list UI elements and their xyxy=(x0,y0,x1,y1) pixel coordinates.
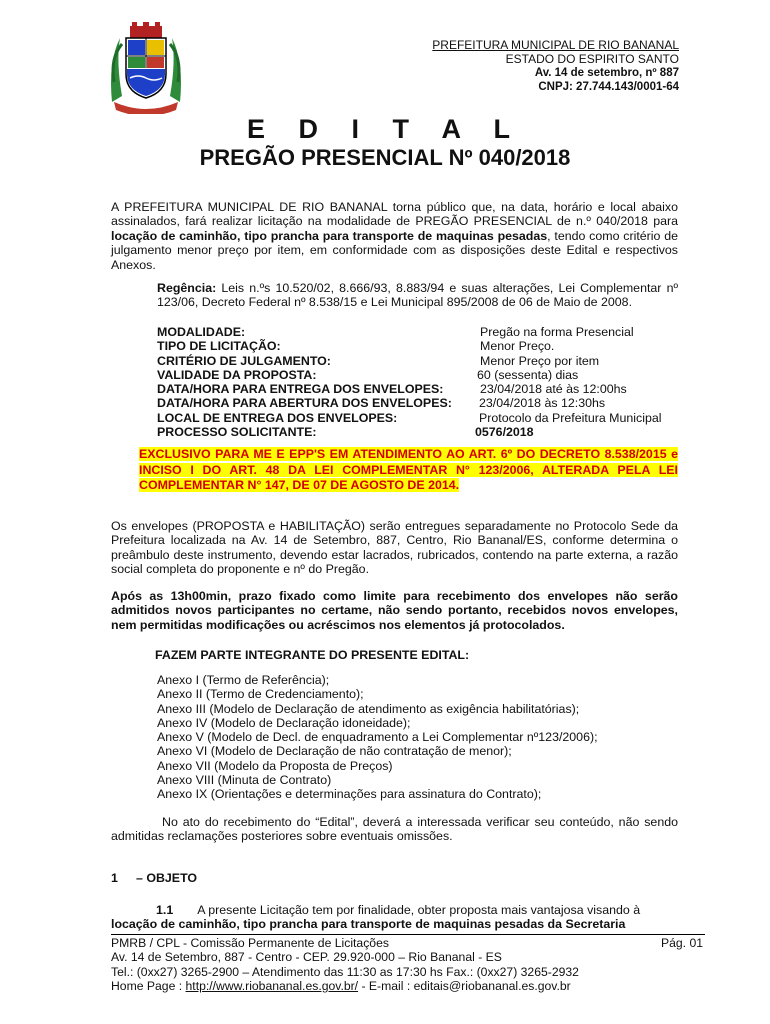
row-label: DATA/HORA PARA ENTREGA DOS ENVELOPES: xyxy=(157,382,444,397)
regencia-text: Leis n.ºs 10.520/02, 8.666/93, 8.883/94 e suas alterações, Lei Complementar nº 123/06, Decreto Federal nº 8.538/15 e Lei Municipal 895/2008 de 06 de Maio de 2008. xyxy=(157,281,678,310)
item-text: A presente Licitação tem por finalidade, obter proposta mais vantajosa visando à xyxy=(197,903,641,917)
exclusivo-notice xyxy=(139,447,678,494)
annex-item: Anexo II (Termo de Credenciamento); xyxy=(157,687,364,702)
deadline-paragraph: Após as 13h00min, prazo fixado como limite para recebimento dos envelopes não serão admitidos novos participantes no certame, não sendo portanto, recebidos novos envelopes, nem permitidas modificações ou acréscimos nos elementos já protocolados. xyxy=(111,589,678,632)
letterhead xyxy=(432,38,679,94)
row-label: CRITÉRIO DE JULGAMENTO: xyxy=(157,353,331,368)
home-page-link[interactable]: http://www.riobananal.es.gov.br/ xyxy=(185,979,359,994)
row-label: PROCESSO SOLICITANTE: xyxy=(157,425,317,440)
item-bold-line: locação de caminhão, tipo prancha para transporte de maquinas pesadas da Secretaria xyxy=(111,917,626,932)
modalidade-row xyxy=(157,425,687,439)
annex-item: Anexo IX (Orientações e determinações para assinatura do Contrato); xyxy=(157,787,542,802)
row-label: DATA/HORA PARA ABERTURA DOS ENVELOPES: xyxy=(157,396,452,411)
intro-text-end: , tendo como critério de julgamento menor preço por item, em conformidade com as disposições deste Edital e respectivos Anexos. xyxy=(111,228,678,272)
section-title: – OBJETO xyxy=(136,871,198,885)
modalidade-row xyxy=(157,396,687,410)
page-number: Pág. 01 xyxy=(660,936,703,950)
modalidade-row xyxy=(157,411,687,425)
footer-address: Av. 14 de Setembro, 887 - Centro - CEP. 29.920-000 – Rio Bananal - ES xyxy=(111,950,502,965)
document-subtitle: PREGÃO PRESENCIAL Nº 040/2018 xyxy=(199,145,571,170)
row-label: MODALIDADE: xyxy=(157,325,246,339)
annex-item: Anexo III (Modelo de Declaração de atendimento as exigência habilitatórias); xyxy=(157,701,580,716)
annex-item: Anexo VII (Modelo da Proposta de Preços) xyxy=(157,758,393,773)
row-value: 23/04/2018 às 12:30hs xyxy=(479,396,606,411)
footer-phone: Tel.: (0xx27) 3265-2900 – Atendimento das 11:30 as 17:30 hs Fax.: (0xx27) 3265-2932 xyxy=(111,964,579,979)
item-number: 1.1 xyxy=(156,903,174,917)
annex-item: Anexo V (Modelo de Decl. de enquadramento a Lei Complementar nº123/2006); xyxy=(157,730,598,745)
annex-item: Anexo IV (Modelo de Declaração idoneidade); xyxy=(157,715,411,730)
exclusivo-text: EXCLUSIVO PARA ME E EPP'S EM ATENDIMENTO AO ART. 6º DO DECRETO 8.538/2015 e INCISO I DO ART. 48 DA LEI COMPLEMENTAR N° 123/2006, ALTERADA PELA LEI COMPLEMENTAR N° 147, DE 07 DE AGOSTO DE 2014. xyxy=(139,447,678,492)
annex-list xyxy=(157,673,598,802)
intro-paragraph xyxy=(111,200,678,272)
modalidade-row xyxy=(157,339,687,353)
annexes-heading: FAZEM PARTE INTEGRANTE DO PRESENTE EDITAL: xyxy=(155,648,470,662)
footer-divider xyxy=(111,934,705,935)
row-value: 0576/2018 xyxy=(475,425,534,440)
modalidade-row xyxy=(157,382,687,396)
page-footer xyxy=(111,936,705,994)
header-state: ESTADO DO ESPIRITO SANTO xyxy=(505,52,679,66)
envelopes-paragraph: Os envelopes (PROPOSTA e HABILITAÇÃO) serão entregues separadamente no Protocolo Sede da Prefeitura localizada na Av. 14 de Setembro, 887, Centro, Rio Bananal/ES, conforme determina o preâmbulo deste instrumento, devendo estar lacrados, rubricados, contendo na parte externa, a razão social completa do proponente e nº do Pregão. xyxy=(111,519,678,577)
modalidade-row xyxy=(157,325,687,339)
row-value: Menor Preço por item xyxy=(480,353,600,368)
modalidade-row xyxy=(157,354,687,368)
row-value: Pregão na forma Presencial xyxy=(480,325,634,339)
header-cnpj: CNPJ: 27.744.143/0001-64 xyxy=(538,81,679,93)
annex-item: Anexo VIII (Minuta de Contrato) xyxy=(157,773,332,788)
intro-bold-object: locação de caminhão, tipo prancha para transporte de maquinas pesadas xyxy=(111,228,548,243)
email-text: - E-mail : editais@riobananal.es.gov.br xyxy=(358,979,571,994)
row-label: TIPO DE LICITAÇÃO: xyxy=(157,339,281,354)
section-objeto-heading xyxy=(111,871,198,885)
section-number: 1 xyxy=(111,871,118,885)
footer-commission: PMRB / CPL - Comissão Permanente de Licitações xyxy=(111,936,389,950)
row-value: 23/04/2018 até às 12:00hs xyxy=(480,382,627,397)
row-label: VALIDADE DA PROPOSTA: xyxy=(157,367,317,382)
row-label: LOCAL DE ENTREGA DOS ENVELOPES: xyxy=(157,410,398,425)
receipt-paragraph: No ato do recebimento do “Edital”, deverá a interessada verificar seu conteúdo, não sendo admitidas reclamações posteriores sobre eventuais omissões. xyxy=(111,815,678,844)
document-title: E D I T A L xyxy=(247,114,523,144)
footer-web xyxy=(111,979,705,993)
regencia-paragraph xyxy=(157,281,678,310)
item-1-1-paragraph xyxy=(111,903,678,932)
modalidade-row xyxy=(157,368,687,382)
row-value: Menor Preço. xyxy=(480,339,555,354)
intro-text: A PREFEITURA MUNICIPAL DE RIO BANANAL torna público que, na data, horário e local abaixo assinalados, fará realizar licitação na modalidade de PREGÃO PRESENCIAL de n.º 040/2018 para xyxy=(111,200,678,229)
header-address: Av. 14 de setembro, nº 887 xyxy=(534,67,679,79)
row-value: Protocolo da Prefeitura Municipal xyxy=(479,410,662,425)
annex-item: Anexo VI (Modelo de Declaração de não contratação de menor); xyxy=(157,744,512,759)
annex-item: Anexo I (Termo de Referência); xyxy=(157,673,330,687)
row-value: 60 (sessenta) dias xyxy=(477,367,579,382)
header-city-hall: PREFEITURA MUNICIPAL DE RIO BANANAL xyxy=(432,38,679,52)
regencia-label: Regência: xyxy=(157,281,217,295)
modalidade-table xyxy=(157,325,687,439)
home-page-label: Home Page : xyxy=(111,979,186,994)
municipal-coat-of-arms-icon xyxy=(106,22,186,114)
